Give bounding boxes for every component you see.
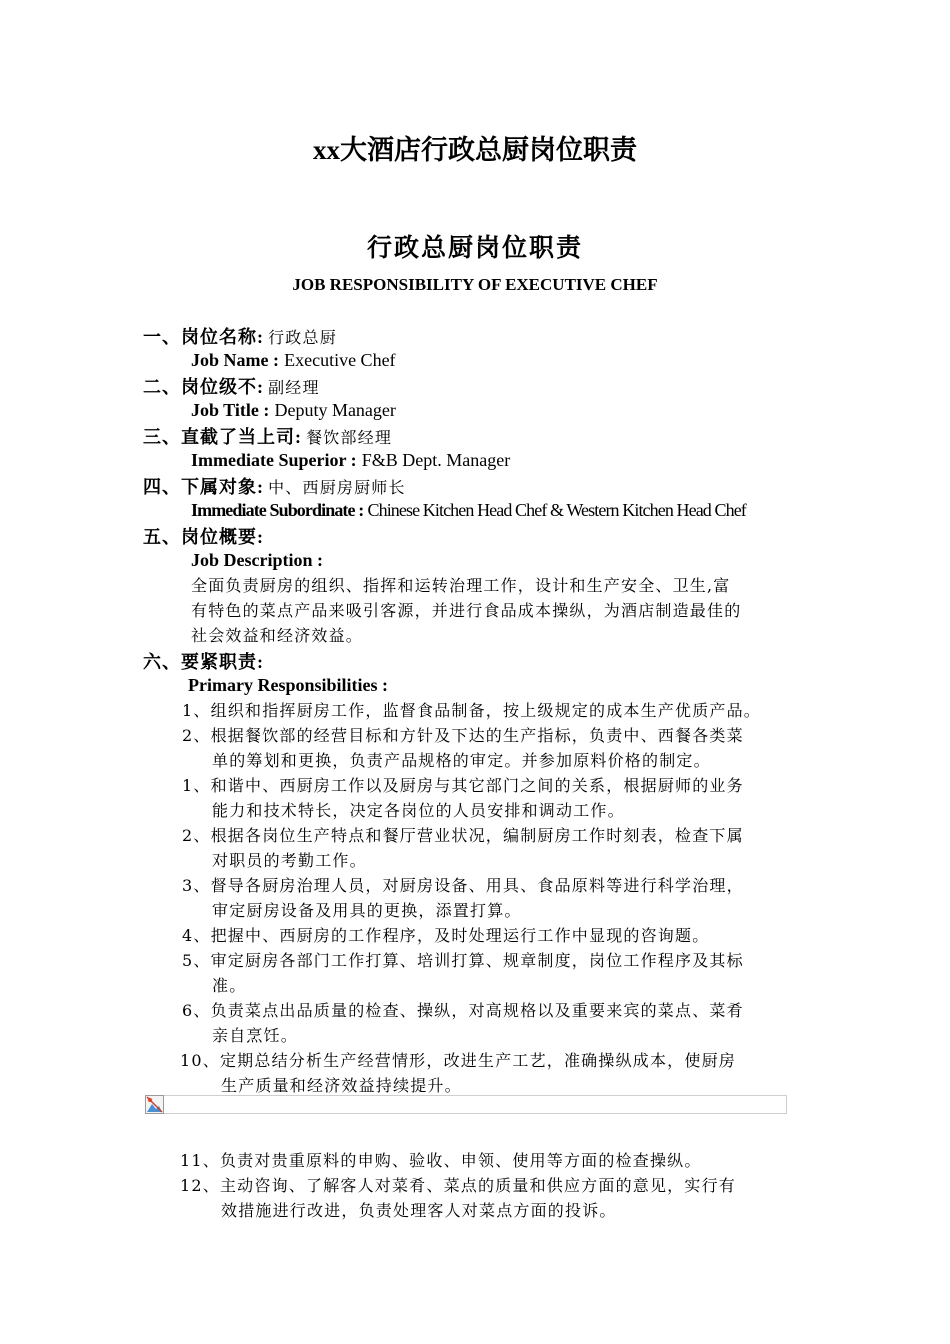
superior-label: 三、直截了当上司 bbox=[143, 427, 295, 448]
subordinate-en-label: Immediate Subordinate : bbox=[191, 500, 364, 520]
job-name-label: 一、岗位名称 bbox=[143, 327, 257, 348]
subordinate-label: 四、下属对象 bbox=[143, 477, 257, 498]
list-item-number: 4、 bbox=[182, 926, 211, 945]
list-item-number: 2、 bbox=[182, 826, 211, 845]
subordinate-value: 中、西厨房厨师长 bbox=[268, 478, 406, 497]
job-name-value: 行政总厨 bbox=[268, 328, 337, 347]
list-item-continuation: 准。 bbox=[212, 976, 247, 995]
list-item: 10、定期总结分析生产经营情形，改进生产工艺，准确操纵成本，使厨房 bbox=[180, 1051, 736, 1070]
responsibilities-label: 六、要紧职责 bbox=[143, 652, 257, 673]
list-item: 2、根据餐饮部的经营目标和方针及下达的生产指标，负责中、西餐各类菜 bbox=[182, 726, 744, 745]
job-name-en-value: Executive Chef bbox=[284, 350, 396, 370]
list-item: 2、根据各岗位生产特点和餐厅营业状况，编制厨房工作时刻表，检查下属 bbox=[182, 826, 744, 845]
list-item: 12、主动咨询、了解客人对菜肴、菜点的质量和供应方面的意见，实行有 bbox=[180, 1176, 736, 1195]
broken-image-frame bbox=[145, 1095, 787, 1114]
job-description-line: 有特色的菜点产品来吸引客源，并进行食品成本操纵，为酒店制造最佳的 bbox=[191, 601, 742, 620]
list-item: 11、负责对贵重原料的申购、验收、申领、使用等方面的检查操纵。 bbox=[180, 1151, 702, 1170]
superior-row: 三、直截了当上司: 餐饮部经理 bbox=[143, 427, 393, 448]
job-title-row: 二、岗位级不: 副经理 bbox=[143, 377, 320, 398]
list-item-number: 1、 bbox=[182, 701, 211, 720]
list-item-number: 5、 bbox=[182, 951, 211, 970]
list-item-continuation: 对职员的考勤工作。 bbox=[212, 851, 367, 870]
list-item-number: 6、 bbox=[182, 1001, 211, 1020]
list-item-continuation: 亲自烹饪。 bbox=[212, 1026, 299, 1045]
superior-value: 餐饮部经理 bbox=[306, 428, 393, 447]
job-description-en-label: Job Description : bbox=[191, 550, 323, 570]
responsibilities-en-label: Primary Responsibilities : bbox=[188, 675, 388, 695]
list-item: 1、和谐中、西厨房工作以及厨房与其它部门之间的关系，根据厨师的业务 bbox=[182, 776, 744, 795]
superior-en-row bbox=[191, 450, 510, 471]
list-item: 3、督导各厨房治理人员，对厨房设备、用具、食品原料等进行科学治理， bbox=[182, 876, 744, 895]
list-item: 5、审定厨房各部门工作打算、培训打算、规章制度，岗位工作程序及其标 bbox=[182, 951, 744, 970]
job-description-label: 五、岗位概要 bbox=[143, 527, 257, 548]
list-item-continuation: 生产质量和经济效益持续提升。 bbox=[221, 1076, 462, 1095]
list-item-number: 11、 bbox=[180, 1151, 220, 1170]
job-title-en-row bbox=[191, 400, 396, 421]
job-name-en-label: Job Name : bbox=[191, 350, 279, 370]
superior-en-value: F&B Dept. Manager bbox=[361, 450, 511, 470]
list-item-number: 3、 bbox=[182, 876, 211, 895]
list-item: 4、把握中、西厨房的工作程序，及时处理运行工作中显现的咨询题。 bbox=[182, 926, 710, 945]
broken-image-icon bbox=[145, 1095, 164, 1114]
section-title-en: JOB RESPONSIBILITY OF EXECUTIVE CHEF bbox=[292, 275, 658, 294]
superior-en-label: Immediate Superior : bbox=[191, 450, 357, 470]
section-title-cn: 行政总厨岗位职责 bbox=[366, 233, 583, 262]
document-title: xx大酒店行政总厨岗位职责 bbox=[313, 135, 637, 165]
list-item-continuation: 单的筹划和更换，负责产品规格的审定。并参加原料价格的制定。 bbox=[212, 751, 711, 770]
list-item-number: 1、 bbox=[182, 776, 211, 795]
job-description-line: 全面负责厨房的组织、指挥和运转治理工作，设计和生产安全、卫生,富 bbox=[191, 576, 731, 595]
responsibilities-row: 六、要紧职责: bbox=[143, 652, 263, 673]
job-name-en-row bbox=[191, 350, 396, 371]
list-item-number: 10、 bbox=[180, 1051, 220, 1070]
list-item: 6、负责菜点出品质量的检查、操纵，对高规格以及重要来宾的菜点、菜肴 bbox=[182, 1001, 744, 1020]
subordinate-row: 四、下属对象: 中、西厨房厨师长 bbox=[143, 477, 406, 498]
subordinate-en-row bbox=[191, 500, 746, 521]
job-title-value: 副经理 bbox=[268, 378, 320, 397]
list-item-number: 12、 bbox=[180, 1176, 220, 1195]
list-item-continuation: 审定厨房设备及用具的更换，添置打算。 bbox=[212, 901, 522, 920]
list-item-number: 2、 bbox=[182, 726, 211, 745]
subordinate-en-value: Chinese Kitchen Head Chef & Western Kitchen Head Chef bbox=[367, 500, 746, 520]
job-description-line: 社会效益和经济效益。 bbox=[191, 626, 364, 645]
job-title-en-label: Job Title : bbox=[191, 400, 270, 420]
job-title-label: 二、岗位级不 bbox=[143, 377, 257, 398]
job-description-row: 五、岗位概要: bbox=[143, 527, 263, 548]
list-item-continuation: 能力和技术特长，决定各岗位的人员安排和调动工作。 bbox=[212, 801, 625, 820]
job-title-en-value: Deputy Manager bbox=[274, 400, 396, 420]
list-item: 1、组织和指挥厨房工作，监督食品制备，按上级规定的成本生产优质产品。 bbox=[182, 701, 761, 720]
job-name-row: 一、岗位名称: 行政总厨 bbox=[143, 327, 337, 348]
list-item-continuation: 效措施进行改进，负责处理客人对菜点方面的投诉。 bbox=[221, 1201, 617, 1220]
